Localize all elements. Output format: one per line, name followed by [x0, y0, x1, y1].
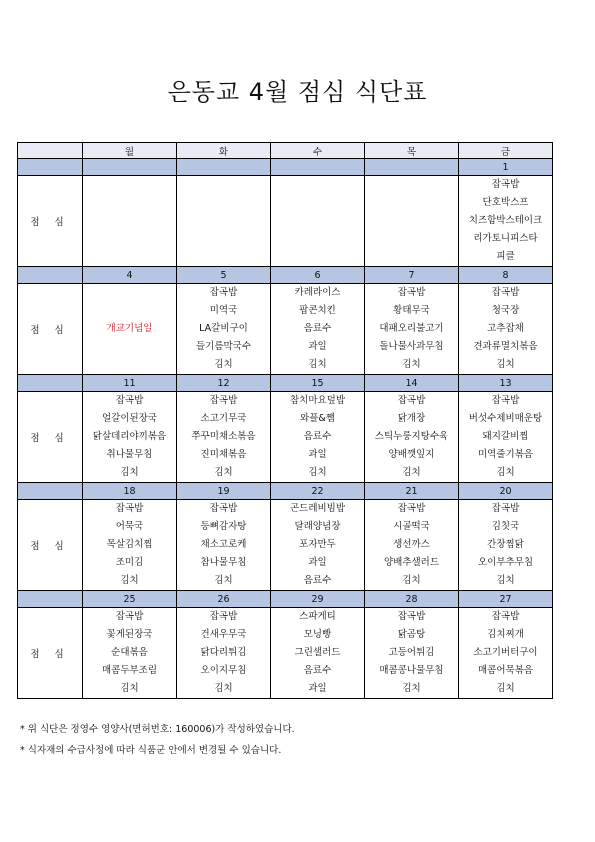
menu-item: [365, 248, 458, 266]
menu-item: 김치: [496, 467, 515, 478]
date-row-label: [18, 591, 83, 608]
page-title: 은동교 4월 점심 식단표: [167, 78, 428, 106]
header-thursday: 목: [365, 143, 459, 159]
menu-item: [271, 194, 364, 212]
menu-item: 생선까스: [393, 539, 430, 550]
date-row-label: [18, 375, 83, 392]
menu-item: [83, 248, 176, 266]
date-row: [18, 159, 553, 176]
menu-item: 고등어튀김: [388, 647, 435, 658]
menu-item: 포자만두: [299, 539, 336, 550]
menu-item: 과일: [308, 557, 327, 568]
day-menu-cell: [365, 176, 459, 267]
menu-item: 등뼈감자탕: [200, 521, 247, 532]
menu-item: [271, 230, 364, 248]
menu-item: 양배추샐러드: [383, 557, 440, 568]
menu-item: 참나물무침: [200, 557, 247, 568]
menu-item: 간장찜닭: [487, 539, 524, 550]
day-menu-cell: [83, 176, 177, 267]
menu-item: 곤드레비빔밥: [289, 503, 346, 514]
date-cell: 5: [177, 267, 271, 284]
menu-item: 매콤어묵볶음: [477, 665, 534, 676]
menu-item: 김치: [120, 467, 139, 478]
header-wednesday: 수: [271, 143, 365, 159]
menu-item: 치즈함박스테이크: [468, 215, 543, 226]
menu-item: 닭다리튀김: [200, 647, 247, 658]
menu-item: 오이부추무침: [477, 557, 534, 568]
menu-item: 음료수: [303, 431, 332, 442]
menu-item: 황태무국: [393, 305, 430, 316]
menu-item: 조미김: [115, 557, 144, 568]
menu-item: 김치: [402, 683, 421, 694]
menu-item: 김치: [402, 467, 421, 478]
menu-item: 들기름막국수: [195, 341, 252, 352]
menu-item: 김치: [496, 359, 515, 370]
menu-item: 김치찌개: [487, 629, 524, 640]
menu-item: 미역국: [209, 305, 238, 316]
date-cell: 6: [271, 267, 365, 284]
menu-item: 매콤두부조림: [101, 665, 158, 676]
date-cell: 13: [459, 375, 553, 392]
day-menu-cell: [177, 176, 271, 267]
menu-item: 닭곰탕: [397, 629, 426, 640]
day-menu-cell: [459, 500, 553, 591]
menu-item: [365, 176, 458, 194]
menu-item: [177, 230, 270, 248]
header-monday: 월: [83, 143, 177, 159]
header-blank: [18, 143, 83, 159]
menu-item: 김치: [214, 575, 233, 586]
date-cell: 27: [459, 591, 553, 608]
day-menu-cell: [177, 608, 271, 699]
date-cell: 25: [83, 591, 177, 608]
date-cell: 18: [83, 483, 177, 500]
menu-item: 김치: [214, 359, 233, 370]
menu-item: 김치: [402, 575, 421, 586]
menu-item: LA갈비구이: [199, 323, 248, 334]
menu-item: 매콤콩나물무침: [379, 665, 444, 676]
holiday-label: 개교기념일: [106, 323, 153, 334]
date-row: [18, 591, 553, 608]
menu-item: 진미채볶음: [200, 449, 247, 460]
meal-label: 점 심: [18, 176, 83, 267]
menu-item: 참치마요덮밥: [289, 395, 346, 406]
meal-label: 점 심: [18, 608, 83, 699]
menu-item: 김치: [308, 359, 327, 370]
date-row: [18, 375, 553, 392]
menu-item: 소고기버터구이: [473, 647, 538, 658]
menu-item: 청국장: [491, 305, 520, 316]
menu-item: [271, 248, 364, 266]
menu-item: 스파게티: [299, 611, 336, 622]
day-menu-cell: [459, 608, 553, 699]
menu-item: 돌나물사과무침: [379, 341, 444, 352]
day-menu-cell: [459, 176, 553, 267]
header-tuesday: 화: [177, 143, 271, 159]
menu-item: 김치: [402, 359, 421, 370]
menu-item: 와플&쨈: [300, 413, 335, 424]
menu-item: [177, 176, 270, 194]
menu-item: 채소고로케: [200, 539, 247, 550]
menu-item: 잡곡밥: [209, 287, 238, 298]
menu-item: 꽃게된장국: [106, 629, 153, 640]
meal-row: [18, 608, 553, 699]
menu-item: 어묵국: [115, 521, 144, 532]
menu-item: 달래양념장: [294, 521, 341, 532]
date-cell: 19: [177, 483, 271, 500]
day-menu-cell: [271, 500, 365, 591]
meal-row: [18, 500, 553, 591]
date-cell: 8: [459, 267, 553, 284]
day-menu-cell: [83, 500, 177, 591]
holiday-label: [83, 356, 176, 374]
menu-item: 견과류멸치볶음: [473, 341, 538, 352]
note-substitution: * 식자재의 수급사정에 따라 식품군 안에서 변경될 수 있습니다.: [20, 745, 282, 756]
menu-item: 순대볶음: [111, 647, 148, 658]
menu-item: 스틱누룽지탕수육: [374, 431, 449, 442]
header-friday: 금: [459, 143, 553, 159]
meal-row: [18, 176, 553, 267]
menu-item: 닭개장: [397, 413, 426, 424]
date-cell: 4: [83, 267, 177, 284]
menu-item: 잡곡밥: [491, 179, 520, 190]
menu-item: 김치: [308, 467, 327, 478]
date-cell: 11: [83, 375, 177, 392]
date-cell: 14: [365, 375, 459, 392]
day-menu-cell: [459, 392, 553, 483]
menu-item: [83, 176, 176, 194]
date-cell: 26: [177, 591, 271, 608]
menu-item: 단호박스프: [482, 197, 529, 208]
meal-label: 점 심: [18, 500, 83, 591]
menu-item: 잡곡밥: [397, 611, 426, 622]
date-row-label: [18, 159, 83, 176]
menu-item: [177, 212, 270, 230]
holiday-label: [83, 302, 176, 320]
menu-item: [365, 230, 458, 248]
menu-item: 카레라이스: [294, 287, 341, 298]
menu-item: 목살김치찜: [106, 539, 153, 550]
date-cell: [177, 159, 271, 176]
holiday-label: [83, 284, 176, 302]
day-menu-cell: [365, 392, 459, 483]
day-menu-cell: [177, 392, 271, 483]
menu-item: 소고기무국: [200, 413, 247, 424]
menu-item: 얼갈이된장국: [101, 413, 158, 424]
menu-item: 김치: [214, 683, 233, 694]
menu-item: 음료수: [303, 575, 332, 586]
day-menu-cell: [177, 500, 271, 591]
menu-item: 쭈꾸미채소볶음: [191, 431, 256, 442]
menu-item: 버섯수제비매운탕: [468, 413, 543, 424]
menu-item: 김치: [496, 575, 515, 586]
day-menu-cell: [83, 608, 177, 699]
date-row: [18, 267, 553, 284]
menu-item: 잡곡밥: [397, 287, 426, 298]
menu-item: 김치: [496, 683, 515, 694]
date-cell: 28: [365, 591, 459, 608]
menu-item: [83, 230, 176, 248]
menu-item: 건새우무국: [200, 629, 247, 640]
day-menu-cell: [83, 392, 177, 483]
menu-item: [83, 212, 176, 230]
menu-item: 잡곡밥: [491, 395, 520, 406]
menu-item: 오이지무침: [200, 665, 247, 676]
meal-row: [18, 392, 553, 483]
date-row-label: [18, 483, 83, 500]
menu-item: 김치: [214, 467, 233, 478]
weekday-header-row: [18, 143, 553, 159]
menu-item: 잡곡밥: [209, 503, 238, 514]
menu-item: 닭살데리야끼볶음: [92, 431, 167, 442]
holiday-label: [83, 338, 176, 356]
menu-item: 김칫국: [491, 521, 520, 532]
day-menu-cell: [83, 284, 177, 375]
menu-item: 잡곡밥: [209, 611, 238, 622]
date-cell: 29: [271, 591, 365, 608]
menu-item: [83, 194, 176, 212]
date-cell: 7: [365, 267, 459, 284]
menu-item: 리가토니피스타: [473, 233, 538, 244]
menu-item: 음료수: [303, 665, 332, 676]
menu-item: 대패오리불고기: [379, 323, 444, 334]
menu-item: 잡곡밥: [491, 287, 520, 298]
menu-item: 고추잡채: [487, 323, 524, 334]
menu-item: 잡곡밥: [115, 503, 144, 514]
menu-item: 잡곡밥: [491, 503, 520, 514]
menu-item: [365, 194, 458, 212]
menu-item: 김치: [120, 575, 139, 586]
menu-item: [177, 194, 270, 212]
day-menu-cell: [271, 176, 365, 267]
date-row-label: [18, 267, 83, 284]
menu-item: [271, 176, 364, 194]
day-menu-cell: [365, 608, 459, 699]
date-cell: 22: [271, 483, 365, 500]
day-menu-cell: [271, 284, 365, 375]
day-menu-cell: [365, 500, 459, 591]
menu-item: 양배깻잎지: [388, 449, 435, 460]
menu-item: [365, 212, 458, 230]
menu-item: 과일: [308, 683, 327, 694]
menu-item: 음료수: [303, 323, 332, 334]
date-row: [18, 483, 553, 500]
day-menu-cell: [271, 608, 365, 699]
menu-item: 잡곡밥: [491, 611, 520, 622]
menu-item: 잡곡밥: [115, 611, 144, 622]
menu-item: [177, 248, 270, 266]
menu-item: 미역줄기볶음: [477, 449, 534, 460]
menu-item: 과일: [308, 341, 327, 352]
menu-item: 취나물무침: [106, 449, 153, 460]
menu-item: 피클: [496, 251, 515, 262]
day-menu-cell: [177, 284, 271, 375]
date-cell: [83, 159, 177, 176]
date-cell: [271, 159, 365, 176]
meal-label: 점 심: [18, 392, 83, 483]
day-menu-cell: [459, 284, 553, 375]
menu-item: 잡곡밥: [397, 395, 426, 406]
date-cell: 21: [365, 483, 459, 500]
date-cell: 20: [459, 483, 553, 500]
menu-item: 팝콘치킨: [299, 305, 336, 316]
menu-item: 잡곡밥: [209, 395, 238, 406]
date-cell: 1: [459, 159, 553, 176]
day-menu-cell: [365, 284, 459, 375]
menu-item: 시골떡국: [393, 521, 430, 532]
note-nutritionist: * 위 식단은 정영수 영양사(면허번호: 160006)가 작성하였습니다.: [20, 724, 295, 735]
menu-item: 모닝빵: [303, 629, 332, 640]
meal-label: 점 심: [18, 284, 83, 375]
menu-item: 잡곡밥: [115, 395, 144, 406]
date-cell: [365, 159, 459, 176]
menu-item: 과일: [308, 449, 327, 460]
date-cell: 15: [271, 375, 365, 392]
menu-item: 돼지갈비찜: [482, 431, 529, 442]
notes: [20, 719, 295, 761]
lunch-menu-table: [17, 142, 553, 699]
date-cell: 12: [177, 375, 271, 392]
day-menu-cell: [271, 392, 365, 483]
menu-item: 김치: [120, 683, 139, 694]
menu-item: [271, 212, 364, 230]
menu-item: 잡곡밥: [397, 503, 426, 514]
menu-item: 그린샐러드: [294, 647, 341, 658]
meal-row: [18, 284, 553, 375]
